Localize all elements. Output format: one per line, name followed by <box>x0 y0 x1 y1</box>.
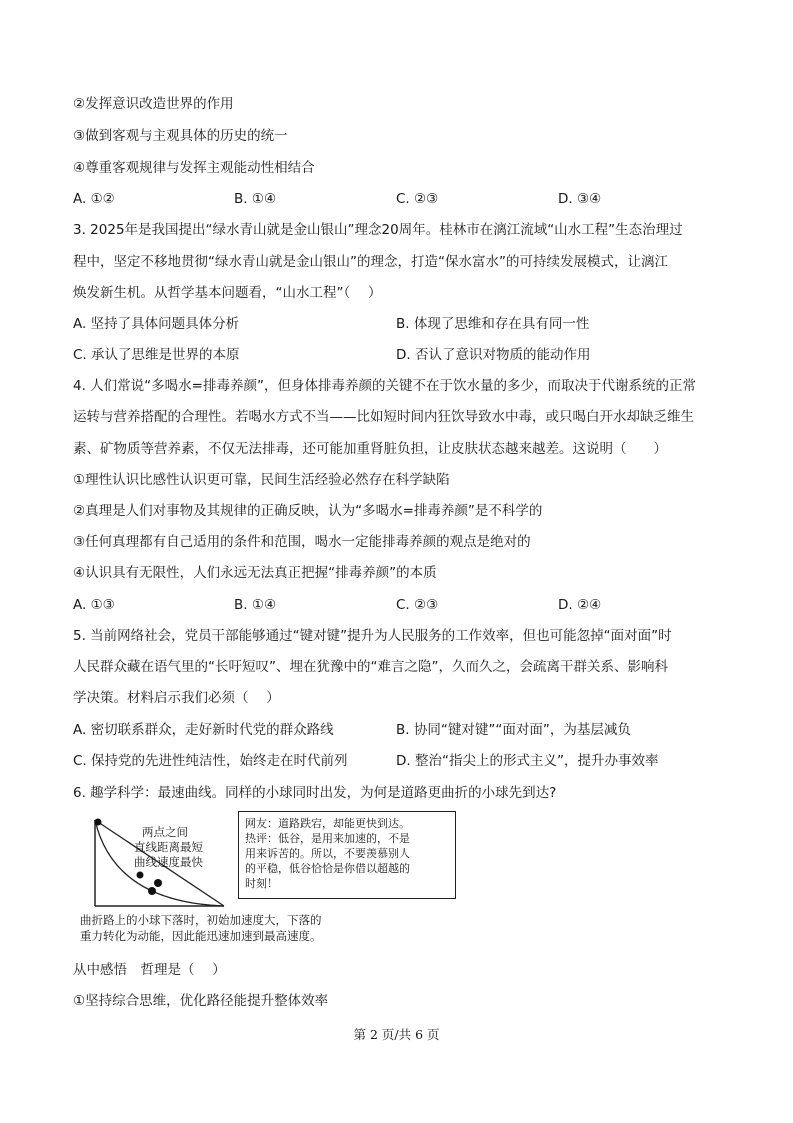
q2-item-3: ③做到客观与主观具体的历史的统一 <box>73 128 288 144</box>
comment-box <box>238 811 456 899</box>
q5-stem-line-3: 学决策。材料启示我们必须（ ） <box>73 690 280 706</box>
q4-stem-line-2: 运转与营养搭配的合理性。若喝水方式不当——比如短时间内狂饮导致水中毒，或只喝白开水却缺乏维生 <box>73 409 694 425</box>
q3-option-d: D. 否认了意识对物质的能动作用 <box>396 347 591 363</box>
q3-stem-line-3: 焕发新生机。从哲学基本问题看，“山水工程”（ ） <box>73 285 382 301</box>
caption-line-2: 重力转化为动能，因此能迅速加速到最高速度。 <box>80 929 322 943</box>
q2-option-d: D. ③④ <box>558 191 602 207</box>
q4-item-1: ①理性认识比感性认识更可靠，民间生活经验必然存在科学缺陷 <box>73 472 450 488</box>
curve-title <box>134 825 203 870</box>
q5-stem-line-1: 5. 当前网络社会，党员干部能够通过“键对键”提升为人民服务的工作效率，但也可能忽掉“面对面”时 <box>73 628 672 644</box>
q4-option-b: B. ①④ <box>234 597 277 613</box>
q3-option-c: C. 承认了思维是世界的本原 <box>73 347 240 363</box>
comment-line-5: 时刻！ <box>245 877 278 890</box>
page-footer: 第 2 页/共 6 页 <box>353 1027 440 1042</box>
q4-option-d: D. ②④ <box>558 597 602 613</box>
q4-option-c: C. ②③ <box>396 597 439 613</box>
comment-line-3: 用来诉苦的。所以，不要羡慕别人 <box>245 847 410 860</box>
q3-stem-line-2: 程中，坚定不移地贯彻“绿水青山就是金山银山”的理念，打造“保水富水”的可持续发展模式，让漓江 <box>73 254 668 270</box>
q4-option-a: A. ①③ <box>73 597 115 613</box>
q3-option-b: B. 体现了思维和存在具有同一性 <box>396 316 590 332</box>
q6-item-1: ①坚持综合思维，优化路径能提升整体效率 <box>73 993 329 1009</box>
q4-stem-line-1: 4. 人们常说“多喝水=排毒养颜”，但身体排毒养颜的关键不在于饮水量的多少，而取决于代谢系统的正常 <box>73 378 696 394</box>
q5-stem-line-2: 人民群众藏在语气里的“长吁短叹”、埋在犹豫中的“难言之隐”，久而久之，会疏离干群关系、影响科 <box>73 659 668 675</box>
q3-option-a: A. 坚持了具体问题具体分析 <box>73 316 240 332</box>
comment-line-2: 热评：低谷，是用来加速的，不是 <box>245 832 410 845</box>
comment-line-4: 的平稳，低谷恰恰是你借以超越的 <box>245 862 410 875</box>
q2-option-c: C. ②③ <box>396 191 439 207</box>
q4-item-3: ③任何真理都有自己适用的条件和范围，喝水一定能排毒养颜的观点是绝对的 <box>73 534 531 550</box>
title-line-1: 两点之间 <box>142 825 188 839</box>
q5-option-d: D. 整治“指尖上的形式主义”，提升办事效率 <box>396 753 659 769</box>
q2-item-4: ④尊重客观规律与发挥主观能动性相结合 <box>73 160 315 176</box>
figure-caption <box>80 912 322 944</box>
caption-line-1: 曲折路上的小球下落时，初始加速度大，下落的 <box>80 913 322 927</box>
q2-option-b: B. ①④ <box>234 191 277 207</box>
q4-item-4: ④认识具有无限性，人们永远无法真正把握“排毒养颜”的本质 <box>73 565 437 581</box>
q5-option-b: B. 协同“键对键”“面对面”，为基层减负 <box>396 722 631 738</box>
q5-option-a: A. 密切联系群众，走好新时代党的群众路线 <box>73 722 334 738</box>
q2-option-a: A. ①② <box>73 191 115 207</box>
q4-item-2: ②真理是人们对事物及其规律的正确反映，认为“多喝水=排毒养颜”是不科学的 <box>73 503 543 519</box>
q3-stem-line-1: 3. 2025年是我国提出“绿水青山就是金山银山”理念20周年。桂林市在漓江流域“山水工程”生态治理过 <box>73 222 683 238</box>
title-line-3: 曲线速度最快 <box>134 855 203 869</box>
q4-stem-line-3: 素、矿物质等营养素，不仅无法排毒，还可能加重肾脏负担，让皮肤状态越来越差。这说明（ ） <box>73 441 667 457</box>
q6-prompt: 从中感悟 哲理是（ ） <box>73 962 226 978</box>
q6-stem: 6. 趣学科学：最速曲线。同样的小球同时出发，为何是道路更曲折的小球先到达? <box>73 785 557 801</box>
q2-item-2: ②发挥意识改造世界的作用 <box>73 96 234 112</box>
title-line-2: 直线距离最短 <box>134 840 203 854</box>
comment-line-1: 网友：道路跌宕，却能更快到达。 <box>245 817 410 830</box>
brachistochrone-figure <box>78 808 460 948</box>
curve-diagram <box>86 814 228 912</box>
q5-option-c: C. 保持党的先进性纯洁性，始终走在时代前列 <box>73 753 348 769</box>
